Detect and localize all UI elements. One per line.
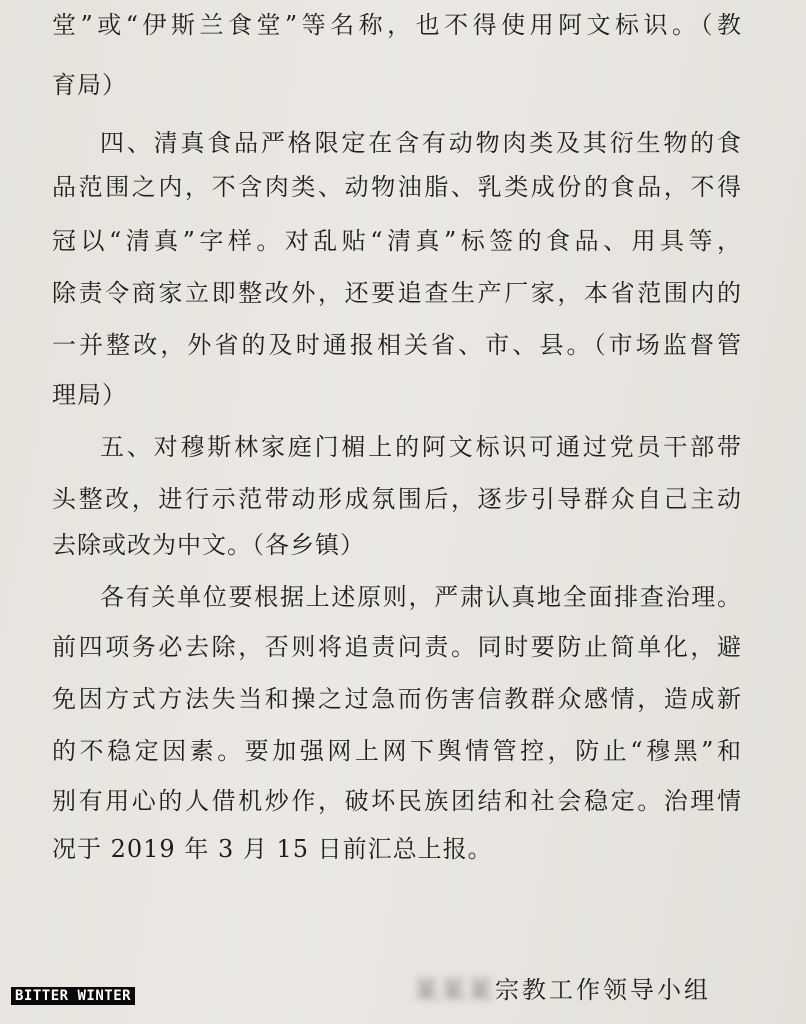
text-line: 前四项务必去除，否则将追责问责。同时要防止简单化，避	[52, 633, 742, 661]
signature-org-name: 宗教工作领导小组	[495, 976, 711, 1004]
text-line: 头整改，进行示范带动形成氛围后，逐步引导群众自己主动	[52, 485, 742, 513]
text-line: 除责令商家立即整改外，还要追查生产厂家，本省范围内的	[52, 279, 742, 307]
bitter-winter-watermark: BITTER WINTER	[11, 987, 135, 1005]
text-line: 品范围之内，不含肉类、动物油脂、乳类成份的食品，不得	[52, 173, 742, 201]
redacted-county-name: 某某某	[414, 976, 495, 1004]
text-line: 的不稳定因素。要加强网上网下舆情管控，防止“穆黑”和	[52, 737, 742, 765]
signature-block	[414, 975, 711, 1005]
text-line: 一并整改，外省的及时通报相关省、市、县。（市场监督管	[52, 331, 742, 359]
text-line: 况于 2019 年 3 月 15 日前汇总上报。	[52, 835, 493, 863]
paragraph-5-first-line: 五、对穆斯林家庭门楣上的阿文标识可通过党员干部带	[100, 433, 742, 461]
text-line: 别有用心的人借机炒作，破坏民族团结和社会稳定。治理情	[52, 787, 742, 815]
text-line: 理局）	[52, 381, 127, 409]
closing-paragraph-first-line: 各有关单位要根据上述原则，严肃认真地全面排查治理。	[100, 583, 742, 611]
text-line: 冠以“清真”字样。对乱贴“清真”标签的食品、用具等，	[52, 227, 742, 255]
text-line: 去除或改为中文。（各乡镇）	[52, 531, 365, 559]
text-line: 免因方式方法失当和操之过急而伤害信教群众感情，造成新	[52, 685, 742, 713]
text-line: 育局）	[52, 71, 127, 99]
paragraph-4-first-line: 四、清真食品严格限定在含有动物肉类及其衍生物的食	[100, 129, 742, 157]
text-line: 堂”或“伊斯兰食堂”等名称，也不得使用阿文标识。（教	[52, 11, 742, 39]
